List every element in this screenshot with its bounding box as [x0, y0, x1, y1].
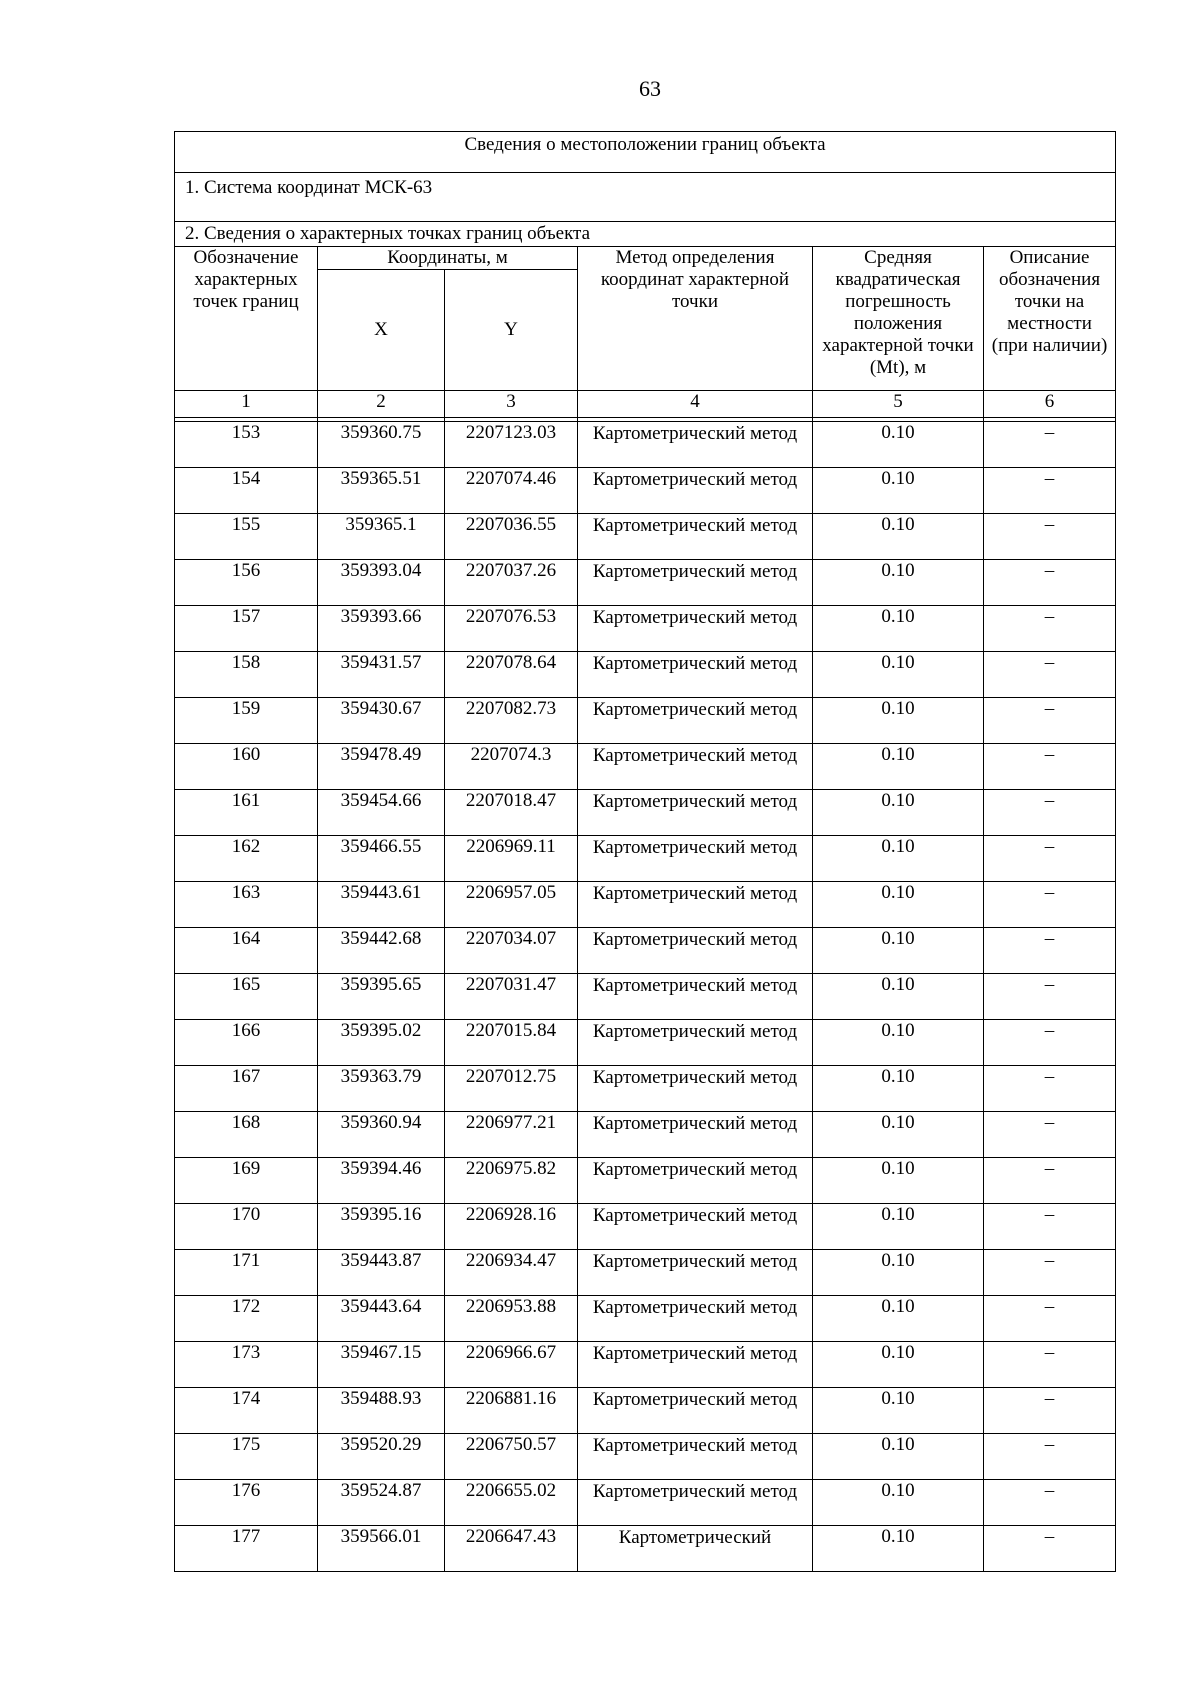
- point-id-cell: 175: [175, 1434, 318, 1480]
- table-row: [175, 974, 1116, 1020]
- method-cell: Картометрический метод: [578, 790, 813, 836]
- mean-error-cell: 0.10: [813, 1480, 984, 1526]
- table-row: [175, 1204, 1116, 1250]
- point-id-cell: 164: [175, 928, 318, 974]
- mean-error-cell: 0.10: [813, 1342, 984, 1388]
- description-cell: –: [984, 652, 1116, 698]
- table-row: [175, 1296, 1116, 1342]
- x-coordinate-cell: 359360.94: [318, 1112, 445, 1158]
- header-mean-error: Средняя квадратическая погрешность положения характерной точки (Mt), м: [813, 247, 984, 391]
- point-id-cell: 161: [175, 790, 318, 836]
- table-row: [175, 1342, 1116, 1388]
- x-coordinate-cell: 359395.16: [318, 1204, 445, 1250]
- header-y: Y: [445, 270, 578, 391]
- y-coordinate-cell: 2207031.47: [445, 974, 578, 1020]
- table-title: Сведения о местоположении границ объекта: [175, 132, 1116, 173]
- description-cell: –: [984, 974, 1116, 1020]
- x-coordinate-cell: 359395.02: [318, 1020, 445, 1066]
- y-coordinate-cell: 2207074.3: [445, 744, 578, 790]
- method-cell: Картометрический метод: [578, 1066, 813, 1112]
- x-coordinate-cell: 359478.49: [318, 744, 445, 790]
- table-row: [175, 790, 1116, 836]
- mean-error-cell: 0.10: [813, 882, 984, 928]
- column-number: 6: [984, 391, 1116, 418]
- point-id-cell: 153: [175, 422, 318, 468]
- y-coordinate-cell: 2206934.47: [445, 1250, 578, 1296]
- description-cell: –: [984, 882, 1116, 928]
- mean-error-cell: 0.10: [813, 422, 984, 468]
- description-cell: –: [984, 1020, 1116, 1066]
- description-cell: –: [984, 1480, 1116, 1526]
- method-cell: Картометрический метод: [578, 1296, 813, 1342]
- x-coordinate-cell: 359467.15: [318, 1342, 445, 1388]
- point-id-cell: 158: [175, 652, 318, 698]
- mean-error-cell: 0.10: [813, 1020, 984, 1066]
- description-cell: –: [984, 560, 1116, 606]
- table-row: [175, 652, 1116, 698]
- table-row: [175, 560, 1116, 606]
- description-cell: –: [984, 1158, 1116, 1204]
- point-id-cell: 160: [175, 744, 318, 790]
- description-cell: –: [984, 1204, 1116, 1250]
- x-coordinate-cell: 359365.1: [318, 514, 445, 560]
- y-coordinate-cell: 2207082.73: [445, 698, 578, 744]
- point-id-cell: 172: [175, 1296, 318, 1342]
- point-id-cell: 167: [175, 1066, 318, 1112]
- description-cell: –: [984, 836, 1116, 882]
- method-cell: Картометрический метод: [578, 836, 813, 882]
- mean-error-cell: 0.10: [813, 744, 984, 790]
- mean-error-cell: 0.10: [813, 790, 984, 836]
- header-coordinates: Координаты, м: [318, 247, 578, 270]
- method-cell: Картометрический метод: [578, 744, 813, 790]
- method-cell: Картометрический метод: [578, 974, 813, 1020]
- mean-error-cell: 0.10: [813, 606, 984, 652]
- point-id-cell: 156: [175, 560, 318, 606]
- method-cell: Картометрический метод: [578, 1480, 813, 1526]
- x-coordinate-cell: 359393.04: [318, 560, 445, 606]
- mean-error-cell: 0.10: [813, 836, 984, 882]
- x-coordinate-cell: 359488.93: [318, 1388, 445, 1434]
- mean-error-cell: 0.10: [813, 1434, 984, 1480]
- x-coordinate-cell: 359393.66: [318, 606, 445, 652]
- table-row: [175, 928, 1116, 974]
- y-coordinate-cell: 2207123.03: [445, 422, 578, 468]
- table-row: [175, 1158, 1116, 1204]
- table-row: [175, 468, 1116, 514]
- x-coordinate-cell: 359365.51: [318, 468, 445, 514]
- y-coordinate-cell: 2206647.43: [445, 1526, 578, 1572]
- y-coordinate-cell: 2206977.21: [445, 1112, 578, 1158]
- y-coordinate-cell: 2206655.02: [445, 1480, 578, 1526]
- column-number: 4: [578, 391, 813, 418]
- mean-error-cell: 0.10: [813, 1158, 984, 1204]
- y-coordinate-cell: 2206881.16: [445, 1388, 578, 1434]
- point-id-cell: 166: [175, 1020, 318, 1066]
- mean-error-cell: 0.10: [813, 1112, 984, 1158]
- description-cell: –: [984, 1342, 1116, 1388]
- mean-error-cell: 0.10: [813, 652, 984, 698]
- x-coordinate-cell: 359430.67: [318, 698, 445, 744]
- point-id-cell: 157: [175, 606, 318, 652]
- description-cell: –: [984, 698, 1116, 744]
- description-cell: –: [984, 606, 1116, 652]
- x-coordinate-cell: 359566.01: [318, 1526, 445, 1572]
- x-coordinate-cell: 359524.87: [318, 1480, 445, 1526]
- method-cell: Картометрический метод: [578, 1342, 813, 1388]
- x-coordinate-cell: 359454.66: [318, 790, 445, 836]
- method-cell: Картометрический метод: [578, 1388, 813, 1434]
- point-id-cell: 174: [175, 1388, 318, 1434]
- header-description: Описание обозначения точки на местности (при наличии): [984, 247, 1116, 391]
- page-number: 63: [639, 76, 661, 101]
- table-row: [175, 882, 1116, 928]
- y-coordinate-cell: 2206975.82: [445, 1158, 578, 1204]
- table-row: [175, 1112, 1116, 1158]
- x-coordinate-cell: 359443.64: [318, 1296, 445, 1342]
- point-id-cell: 155: [175, 514, 318, 560]
- description-cell: –: [984, 422, 1116, 468]
- method-cell: Картометрический метод: [578, 606, 813, 652]
- point-id-cell: 176: [175, 1480, 318, 1526]
- description-cell: –: [984, 1250, 1116, 1296]
- mean-error-cell: 0.10: [813, 698, 984, 744]
- description-cell: –: [984, 1296, 1116, 1342]
- mean-error-cell: 0.10: [813, 928, 984, 974]
- x-coordinate-cell: 359360.75: [318, 422, 445, 468]
- mean-error-cell: 0.10: [813, 1296, 984, 1342]
- point-id-cell: 154: [175, 468, 318, 514]
- header-x: X: [318, 270, 445, 391]
- table-row: [175, 514, 1116, 560]
- y-coordinate-cell: 2206750.57: [445, 1434, 578, 1480]
- description-cell: –: [984, 468, 1116, 514]
- mean-error-cell: 0.10: [813, 1388, 984, 1434]
- description-cell: –: [984, 790, 1116, 836]
- method-cell: Картометрический метод: [578, 652, 813, 698]
- x-coordinate-cell: 359442.68: [318, 928, 445, 974]
- x-coordinate-cell: 359394.46: [318, 1158, 445, 1204]
- y-coordinate-cell: 2206966.67: [445, 1342, 578, 1388]
- mean-error-cell: 0.10: [813, 560, 984, 606]
- column-number: 3: [445, 391, 578, 418]
- section-heading: 2. Сведения о характерных точках границ объекта: [175, 222, 1116, 247]
- mean-error-cell: 0.10: [813, 1526, 984, 1572]
- x-coordinate-cell: 359443.87: [318, 1250, 445, 1296]
- header-method: Метод определения координат характерной точки: [578, 247, 813, 391]
- x-coordinate-cell: 359520.29: [318, 1434, 445, 1480]
- x-coordinate-cell: 359431.57: [318, 652, 445, 698]
- point-id-cell: 159: [175, 698, 318, 744]
- method-cell: Картометрический метод: [578, 1112, 813, 1158]
- method-cell: Картометрический метод: [578, 1158, 813, 1204]
- method-cell: Картометрический метод: [578, 928, 813, 974]
- x-coordinate-cell: 359363.79: [318, 1066, 445, 1112]
- table-row: [175, 744, 1116, 790]
- description-cell: –: [984, 928, 1116, 974]
- description-cell: –: [984, 744, 1116, 790]
- y-coordinate-cell: 2207015.84: [445, 1020, 578, 1066]
- point-id-cell: 177: [175, 1526, 318, 1572]
- description-cell: –: [984, 1388, 1116, 1434]
- x-coordinate-cell: 359443.61: [318, 882, 445, 928]
- mean-error-cell: 0.10: [813, 514, 984, 560]
- description-cell: –: [984, 1112, 1116, 1158]
- method-cell: Картометрический метод: [578, 514, 813, 560]
- table-row: [175, 698, 1116, 744]
- point-id-cell: 162: [175, 836, 318, 882]
- method-cell: Картометрический метод: [578, 1204, 813, 1250]
- mean-error-cell: 0.10: [813, 1250, 984, 1296]
- point-id-cell: 169: [175, 1158, 318, 1204]
- y-coordinate-cell: 2207037.26: [445, 560, 578, 606]
- table-row: [175, 422, 1116, 468]
- mean-error-cell: 0.10: [813, 468, 984, 514]
- y-coordinate-cell: 2207018.47: [445, 790, 578, 836]
- table-row: [175, 1020, 1116, 1066]
- mean-error-cell: 0.10: [813, 974, 984, 1020]
- method-cell: Картометрический метод: [578, 882, 813, 928]
- coordinate-system: 1. Система координат МСК-63: [175, 173, 1116, 222]
- point-id-cell: 165: [175, 974, 318, 1020]
- y-coordinate-cell: 2207036.55: [445, 514, 578, 560]
- method-cell: Картометрический метод: [578, 1250, 813, 1296]
- boundary-points-table: [174, 131, 1116, 1572]
- y-coordinate-cell: 2206969.11: [445, 836, 578, 882]
- table-row: [175, 1526, 1116, 1572]
- point-id-cell: 168: [175, 1112, 318, 1158]
- method-cell: Картометрический метод: [578, 1434, 813, 1480]
- method-cell: Картометрический метод: [578, 698, 813, 744]
- y-coordinate-cell: 2206928.16: [445, 1204, 578, 1250]
- header-point-designation: Обозначение характерных точек границ: [175, 247, 318, 391]
- method-cell: Картометрический: [578, 1526, 813, 1572]
- x-coordinate-cell: 359395.65: [318, 974, 445, 1020]
- point-id-cell: 171: [175, 1250, 318, 1296]
- y-coordinate-cell: 2207074.46: [445, 468, 578, 514]
- column-number: 5: [813, 391, 984, 418]
- description-cell: –: [984, 1434, 1116, 1480]
- method-cell: Картометрический метод: [578, 1020, 813, 1066]
- mean-error-cell: 0.10: [813, 1066, 984, 1112]
- column-number: 2: [318, 391, 445, 418]
- table-row: [175, 1250, 1116, 1296]
- description-cell: –: [984, 514, 1116, 560]
- method-cell: Картометрический метод: [578, 422, 813, 468]
- method-cell: Картометрический метод: [578, 560, 813, 606]
- method-cell: Картометрический метод: [578, 468, 813, 514]
- x-coordinate-cell: 359466.55: [318, 836, 445, 882]
- point-id-cell: 163: [175, 882, 318, 928]
- table-row: [175, 1434, 1116, 1480]
- table-row: [175, 1480, 1116, 1526]
- point-id-cell: 170: [175, 1204, 318, 1250]
- y-coordinate-cell: 2207012.75: [445, 1066, 578, 1112]
- y-coordinate-cell: 2207076.53: [445, 606, 578, 652]
- y-coordinate-cell: 2207034.07: [445, 928, 578, 974]
- table-row: [175, 1388, 1116, 1434]
- y-coordinate-cell: 2206957.05: [445, 882, 578, 928]
- mean-error-cell: 0.10: [813, 1204, 984, 1250]
- table-row: [175, 836, 1116, 882]
- table-row: [175, 606, 1116, 652]
- description-cell: –: [984, 1066, 1116, 1112]
- point-id-cell: 173: [175, 1342, 318, 1388]
- y-coordinate-cell: 2206953.88: [445, 1296, 578, 1342]
- table-row: [175, 1066, 1116, 1112]
- column-number: 1: [175, 391, 318, 418]
- y-coordinate-cell: 2207078.64: [445, 652, 578, 698]
- description-cell: –: [984, 1526, 1116, 1572]
